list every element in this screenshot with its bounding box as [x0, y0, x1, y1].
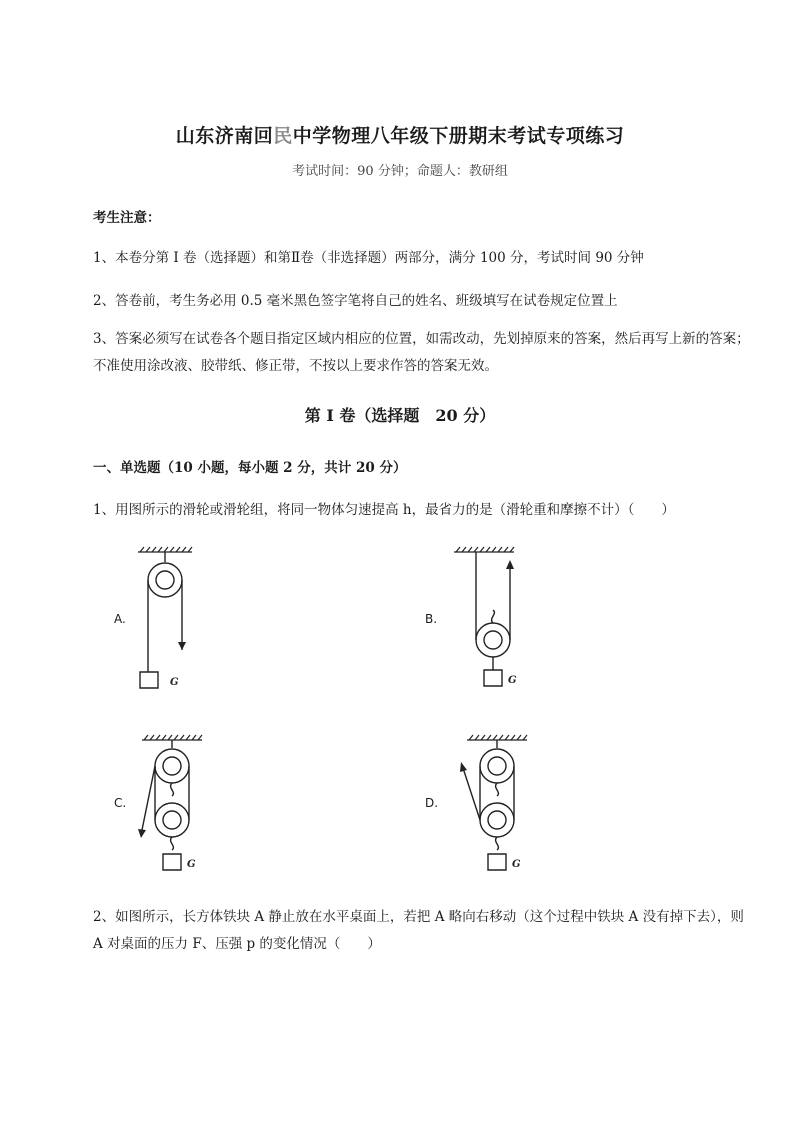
- option-d-label[interactable]: D.: [425, 796, 439, 810]
- section-title: 第 I 卷（选择题 20 分）: [304, 406, 496, 425]
- fixed-pulley-icon: [155, 749, 189, 783]
- notice-item-2: 2、答卷前，考生务必用 0.5 毫米黑色签字笔将自己的姓名、班级填写在试卷规定位置上: [93, 293, 618, 309]
- pull-arrow-icon: [506, 560, 514, 569]
- pull-arrow-icon: [178, 642, 186, 650]
- page-title: [0, 121, 800, 148]
- option-c-label[interactable]: C.: [114, 796, 127, 810]
- movable-pulley-icon: [480, 803, 514, 837]
- exam-info: 考试时间：90 分钟；命题人：教研组: [292, 164, 508, 179]
- svg-text:G: G: [187, 859, 196, 870]
- pulley-figure-a: [130, 542, 210, 692]
- ceiling-hatch-icon: [467, 735, 527, 740]
- option-a-label[interactable]: A.: [114, 612, 126, 626]
- question-1-text: 1、用图所示的滑轮或滑轮组，将同一物体匀速提高 h，最省力的是（滑轮重和摩擦不计）（ ）: [93, 502, 675, 518]
- title-part-1: 山东济南回: [175, 125, 274, 147]
- svg-text:G: G: [170, 677, 179, 688]
- svg-text:G: G: [512, 859, 521, 870]
- notice-item-1: 1、本卷分第 I 卷（选择题）和第Ⅱ卷（非选择题）两部分，满分 100 分，考试时间 90 分钟: [93, 250, 644, 266]
- question-group-heading: 一、单选题（10 小题，每小题 2 分，共计 20 分）: [93, 460, 407, 476]
- notice-item-3: 3、答案必须写在试卷各个题目指定区域内相应的位置，如需改动，先划掉原来的答案，然后再写上新的答案；不准使用涂改液、胶带纸、修正带，不按以上要求作答的答案无效。: [93, 331, 750, 374]
- pull-arrow-icon: [138, 829, 146, 838]
- title-watermark-char: 民: [273, 125, 293, 147]
- svg-text:G: G: [508, 675, 517, 686]
- ceiling-hatch-icon: [138, 547, 192, 552]
- movable-pulley-icon: [476, 623, 510, 657]
- weight-block-icon: [163, 854, 181, 870]
- weight-block-icon: [488, 854, 506, 870]
- pull-arrow-icon: [460, 762, 467, 772]
- fixed-pulley-icon: [148, 563, 182, 597]
- pulley-figure-c: [130, 730, 210, 880]
- pulley-figure-d: [455, 730, 535, 880]
- title-part-2: 中学物理八年级下册期末考试专项练习: [292, 125, 625, 147]
- pulley-figure-b: [448, 542, 528, 692]
- movable-pulley-icon: [155, 803, 189, 837]
- question-2-text: 2、如图所示，长方体铁块 A 静止放在水平桌面上，若把 A 略向右移动（这个过程中铁块 A 没有掉下去），则 A 对桌面的压力 F、压强 p 的变化情况（ ）: [93, 909, 744, 952]
- weight-block-icon: [140, 672, 158, 688]
- notice-heading: 考生注意：: [93, 210, 161, 226]
- fixed-pulley-icon: [480, 749, 514, 783]
- weight-block-icon: [484, 670, 502, 686]
- ceiling-hatch-icon: [142, 735, 202, 740]
- ceiling-hatch-icon: [454, 547, 514, 552]
- option-b-label[interactable]: B.: [425, 612, 438, 626]
